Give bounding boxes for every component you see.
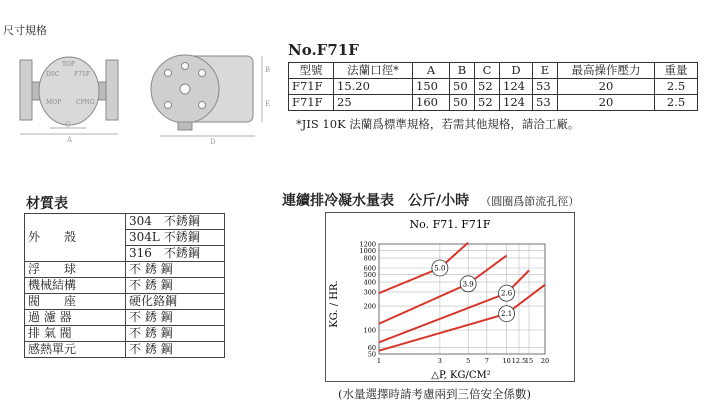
y-tick-label: 200 <box>363 302 376 311</box>
materials-material: 不 銹 鋼 <box>126 326 225 342</box>
trap-drawing <box>10 48 280 148</box>
spec-header-model: 型號 <box>289 63 334 79</box>
x-tick-label: 10 <box>502 357 511 365</box>
spec-header-flange: 法蘭口徑* <box>334 63 413 79</box>
materials-row <box>25 310 225 326</box>
spec-header-d: D <box>500 63 533 79</box>
spec-header-e: E <box>533 63 558 79</box>
materials-material: 316 不銹鋼 <box>126 246 225 262</box>
materials-material: 不 銹 鋼 <box>126 278 225 294</box>
dim-e: E <box>265 100 271 108</box>
spec-cell: 150 <box>413 79 450 95</box>
y-tick-label: 1000 <box>359 246 376 255</box>
spec-note: *JIS 10K 法蘭爲標準規格，若需其他規格，請洽工廠。 <box>296 117 580 131</box>
x-tick-label: 1 <box>376 357 382 365</box>
front-label-top: TOP <box>62 61 75 68</box>
dim-b: B <box>265 66 271 74</box>
dims-label: 尺寸規格 <box>3 24 47 37</box>
y-tick-label: 300 <box>363 288 376 297</box>
materials-row <box>25 294 225 310</box>
x-tick-label: 20 <box>540 357 550 365</box>
materials-row <box>25 326 225 342</box>
materials-material: 不 銹 鋼 <box>126 310 225 326</box>
materials-part: 感熱單元 <box>25 342 126 358</box>
spec-header-pressure: 最高操作壓力 <box>558 63 655 79</box>
dim-a: A <box>67 136 73 144</box>
capacity-footnote: (水量選擇時請考慮兩到三倍安全係數) <box>338 387 531 401</box>
spec-cell: 2.5 <box>655 79 698 95</box>
front-label-dsc: DSC <box>46 71 60 78</box>
chart-ylabel: KG. / HR. <box>329 280 340 328</box>
series-label: 5.0 <box>434 264 446 273</box>
front-label-cpng: CPNG <box>76 99 95 106</box>
materials-row <box>25 262 225 278</box>
y-tick-label: 100 <box>363 326 376 335</box>
spec-cell: 52 <box>475 95 500 111</box>
chart-frame <box>326 213 575 382</box>
x-tick-label: 5 <box>466 357 471 365</box>
materials-part: 排 氣 閥 <box>25 326 126 342</box>
y-tick-label: 400 <box>363 278 376 287</box>
materials-material: 不 銹 鋼 <box>126 342 225 358</box>
materials-part: 機械結構 <box>25 278 126 294</box>
spec-cell: 2.5 <box>655 95 698 111</box>
spec-header-b: B <box>450 63 475 79</box>
spec-cell: 50 <box>450 95 475 111</box>
front-label-f71f: F71F <box>74 71 90 78</box>
series-label: 2.1 <box>501 310 513 319</box>
series-label: 3.9 <box>462 280 474 289</box>
spec-cell: 52 <box>475 79 500 95</box>
x-tick-label: 15 <box>524 357 534 365</box>
materials-part: 外 殼 <box>25 214 126 262</box>
spec-cell: F71F <box>289 95 334 111</box>
front-label-mop: MOP <box>46 99 62 106</box>
side-view <box>151 55 270 146</box>
capacity-heading-text: 連續排冷凝水量表 公斤/小時 <box>282 193 470 209</box>
spec-row <box>289 95 698 111</box>
y-tick-label: 50 <box>367 350 376 359</box>
spec-header-a: A <box>413 63 450 79</box>
spec-header-c: C <box>475 63 500 79</box>
model-title: No.F71F <box>288 41 359 59</box>
materials-row <box>25 214 225 230</box>
chart-xlabel: △P, KG/CM² <box>431 370 491 381</box>
x-tick-label: 3 <box>437 357 442 365</box>
spec-cell: 25 <box>334 95 413 111</box>
y-tick-label: 800 <box>363 254 376 263</box>
materials-row <box>25 342 225 358</box>
y-tick-label: 1200 <box>359 240 376 249</box>
materials-material: 硬化鉻鋼 <box>126 294 225 310</box>
y-tick-label: 60 <box>367 344 376 353</box>
spec-cell: 53 <box>533 95 558 111</box>
spec-cell: 20 <box>558 79 655 95</box>
materials-part: 浮 球 <box>25 262 126 278</box>
materials-material: 304L 不銹鋼 <box>126 230 225 246</box>
materials-material: 不 銹 鋼 <box>126 262 225 278</box>
materials-row <box>25 278 225 294</box>
x-tick-label: 12.5 <box>511 357 527 365</box>
spec-cell: F71F <box>289 79 334 95</box>
materials-material: 304 不銹鋼 <box>126 214 225 230</box>
spec-cell: 124 <box>500 79 533 95</box>
capacity-chart <box>325 212 575 382</box>
capacity-heading-note: （圓圈爲節流孔徑） <box>480 195 580 208</box>
spec-cell: 20 <box>558 95 655 111</box>
materials-title: 材質表 <box>26 196 68 212</box>
spec-cell: 53 <box>533 79 558 95</box>
spec-header-row <box>289 63 698 79</box>
y-tick-label: 600 <box>363 264 376 273</box>
materials-part: 閥 座 <box>25 294 126 310</box>
spec-header-weight: 重量 <box>655 63 698 79</box>
dim-d: D <box>210 138 216 146</box>
spec-table <box>288 62 698 111</box>
spec-cell: 50 <box>450 79 475 95</box>
spec-cell: 124 <box>500 95 533 111</box>
spec-cell: 160 <box>413 95 450 111</box>
spec-cell: 15.20 <box>334 79 413 95</box>
series-label: 2.6 <box>501 289 513 298</box>
dim-c: C <box>65 121 71 129</box>
chart-title: No. F71. F71F <box>409 218 491 231</box>
materials-table <box>24 213 225 358</box>
materials-part: 過 濾 器 <box>25 310 126 326</box>
x-tick-label: 7 <box>484 357 489 365</box>
spec-row <box>289 79 698 95</box>
y-tick-label: 500 <box>363 270 376 279</box>
front-view <box>20 57 118 144</box>
capacity-heading <box>282 190 579 210</box>
